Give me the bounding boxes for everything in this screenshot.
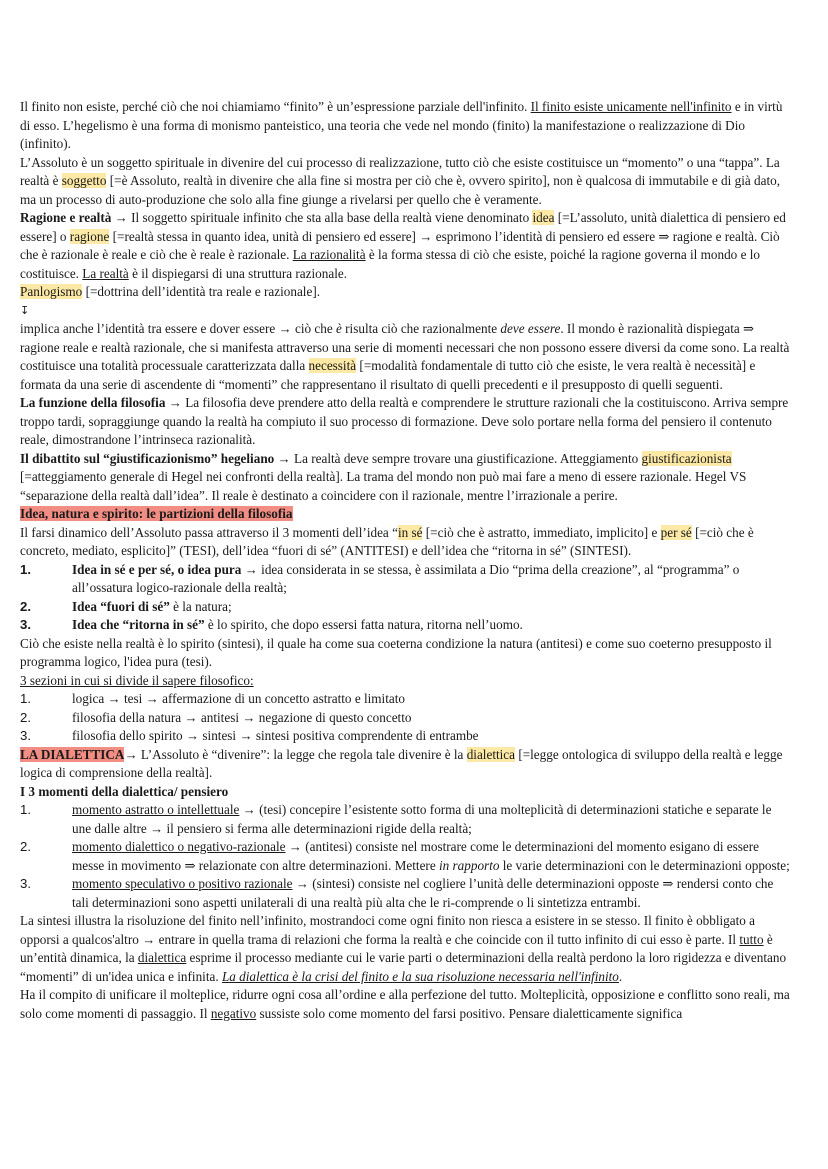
paragraph-dialettica: LA DIALETTICA→ L’Assoluto è “divenire”: la legge che regola tale divenire è la dialettica [=legge ontologica di sviluppo della realtà e legge logica di comprensione della realtà].	[20, 746, 783, 780]
paragraph-giustificazionismo: Il dibattito sul “giustificazionismo” hegeliano → La realtà deve sempre trovare una giustificazione. Atteggiamento giustificazionista [=atteggiamento generale di Hegel nei confronti della realtà]. La trama del mondo non può mai fare a meno di essere razionale. Hegel VS “separazione della realtà dall’idea”. Il reale è destinato a coincidere con il razionale, mentre l’irrazionale a perire.	[20, 450, 747, 503]
list-item: 1. Idea in sé e per sé, o idea pura → idea considerata in se stessa, è assimilata a Dio “prima della creazione”, al “programma” o all’ossatura logico-razionale della realtà;	[20, 561, 740, 595]
paragraph-spirito-sintesi: Ciò che esiste nella realtà è lo spirito (sintesi), il quale ha come sua coeterna condizione la natura (antitesi) e come suo coeterno presupposto il programma logico, l'idea pura (tesi).	[20, 635, 772, 669]
highlight-dialettica: dialettica	[466, 746, 516, 762]
highlight-necessita: necessità	[308, 358, 357, 373]
list-item: 3. momento speculativo o positivo razionale → (sintesi) consiste nel cogliere l’unità delle determinazioni opposte ⇒ rendersi conto che tali determinazioni sono aspetti unilaterali di una realtà più alta che le ri-comprende o li sintetizza entrambi.	[20, 876, 774, 910]
paragraph-finito: Il finito non esiste, perché ciò che noi chiamiamo “finito” è un’espressione parziale dell'infinito. Il finito esiste unicamente nell'infinito e in virtù di esso. L’hegelismo è una forma di monismo panteistico, una teoria che vede nel mondo (finito) la manifestazione o realizzazione di Dio (infinito).	[20, 99, 783, 151]
list-item: 2. filosofia della natura → antitesi → negazione di questo concetto	[20, 709, 412, 725]
highlight-idea: idea	[532, 210, 555, 225]
heading-dialettica: LA DIALETTICA	[20, 746, 125, 762]
list-item: 1. momento astratto o intellettuale → (tesi) concepire l’esistente sotto forma di una molteplicità di determinazioni statiche e separate le une dalle altre → il pensiero si ferma alle determinazioni rigide della realtà;	[20, 802, 772, 836]
highlight-ragione: ragione	[69, 228, 110, 244]
list-item: 3. Idea che “ritorna in sé” è lo spirito, che dopo essersi fatta natura, ritorna nell’uomo.	[20, 617, 523, 632]
list-item: 2. momento dialettico o negativo-razionale → (antitesi) consiste nel mostrare come le determinazioni del momento esigano di essere messe in movimento ⇒ relazionate con altre determinazioni. Mettere in rapporto le varie determinazioni con le determinazioni opposte;	[20, 839, 790, 873]
highlight-soggetto: soggetto	[61, 173, 107, 188]
paragraph-molteplice: Ha il compito di unificare il molteplice, ridurre ogni cosa all’ordine e alla perfezione del tutto. Molteplicità, opposizione e conflitto sono reali, ma solo come momenti di passaggio. Il negativo sussiste solo come momento del farsi positivo. Pensare dialetticamente significa	[20, 987, 790, 1021]
list-item: 3. filosofia dello spirito → sintesi → sintesi positiva comprendente di entrambe	[20, 728, 479, 743]
section-heading: Il dibattito sul “giustificazionismo” hegeliano	[20, 450, 275, 466]
paragraph-assoluto: L’Assoluto è un soggetto spirituale in divenire del cui processo di realizzazione, tutto ciò che esiste costituisce un “momento” o una “tappa”. La realtà è soggetto [=è Assoluto, realtà in divenire che alla fine si mostra per ciò che è, ovvero spirito], non è qualcosa di immutabile e di già dato, ma un processo di auto-produzione che solo alla fine giunge a rivelarsi per quello che è veramente.	[20, 154, 781, 207]
paragraph-panlogismo: Panlogismo [=dottrina dell’identità tra reale e razionale].	[20, 284, 321, 299]
document-page	[20, 98, 790, 1023]
heading-partizioni: Idea, natura e spirito: le partizioni della filosofia	[20, 506, 293, 521]
highlight-per-se: per sé	[660, 524, 692, 540]
highlight-giustificazionista: giustificazionista	[641, 450, 732, 466]
paragraph-dover-essere: implica anche l’identità tra essere e dover essere → ciò che è risulta ciò che razionalmente deve essere. Il mondo è razionalità dispiegata ⇒ ragione reale e realtà razionale, che si manifesta attraverso una serie di momenti necessari che non possono essere diversi da come sono. La realtà costituisce una totalità processuale caratterizzata dalla necessità [=modalità fondamentale di tutto ciò che esiste, le vera realtà è necessità] e formata da una serie di ascendente di “momenti” che rappresentano il risultato di quelli precedenti e il presupposto di quelli seguenti.	[20, 321, 790, 392]
paragraph-funzione-filosofia: La funzione della filosofia → La filosofia deve prendere atto della realtà e comprendere le strutture razionali che la costituiscono. Arriva sempre troppo tardi, sopraggiunge quando la realtà ha compiuto il suo processo di formazione. Deve solo portare nella forma del pensiero il contenuto reale, dimostrandone l’intrinseca razionalità.	[20, 395, 789, 447]
list-item: 2. Idea “fuori di sé” è la natura;	[20, 598, 232, 614]
paragraph-sintesi: La sintesi illustra la risoluzione del finito nell’infinito, mostrandoci come ogni finito non riesca a esistere in se stesso. Il finito è obbligato a opporsi a qualcos'altro → entrare in quella trama di relazioni che forma la realtà e che coincide con il tutto infinito di cui esso è parte. Il tutto è un’entità dinamica, la dialettica esprime il processo mediante cui le varie parti o determinazioni della realtà perdono la loro rigidezza e diventano “momenti” di un'idea unica e infinita. La dialettica è la crisi del finito e la sua risoluzione necessaria nell'infinito.	[20, 913, 787, 984]
heading-momenti-dialettica: I 3 momenti della dialettica/ pensiero	[20, 783, 229, 799]
paragraph-momenti-idea: Il farsi dinamico dell’Assoluto passa attraverso il 3 momenti dell’idea “in sé [=ciò che è astratto, immediato, implicito] e per sé [=ciò che è concreto, mediato, esplicito]” (TESI), dell’idea “fuori di sé” (ANTITESI) e dell’idea che “ritorna in sé” (SINTESI).	[20, 524, 754, 558]
paragraph-sezioni: 3 sezioni in cui si divide il sapere filosofico:	[20, 672, 254, 688]
list-item: 1. logica → tesi → affermazione di un concetto astratto e limitato	[20, 691, 405, 706]
paragraph-ragione-realta: Ragione e realtà → Il soggetto spirituale infinito che sta alla base della realtà viene denominato idea [=L’assoluto, unità dialettica di pensiero ed essere] o ragione [=realtà stessa in quanto idea, unità di pensiero ed essere] → esprimono l’identità di pensiero ed essere ⇒ ragione e realtà. Ciò che è razionale è reale e ciò che è reale è razionale. La razionalità è la forma stessa di ciò che esiste, poiché la ragione governa il mondo e lo costituisce. La realtà è il dispiegarsi di una struttura razionale.	[20, 210, 786, 281]
section-heading: La funzione della filosofia	[20, 395, 166, 410]
highlight-in-se: in sé	[397, 524, 423, 540]
arrow-down-icon: ↧	[20, 303, 30, 317]
highlight-panlogismo: Panlogismo	[20, 284, 83, 299]
section-heading: Ragione e realtà	[20, 210, 112, 225]
